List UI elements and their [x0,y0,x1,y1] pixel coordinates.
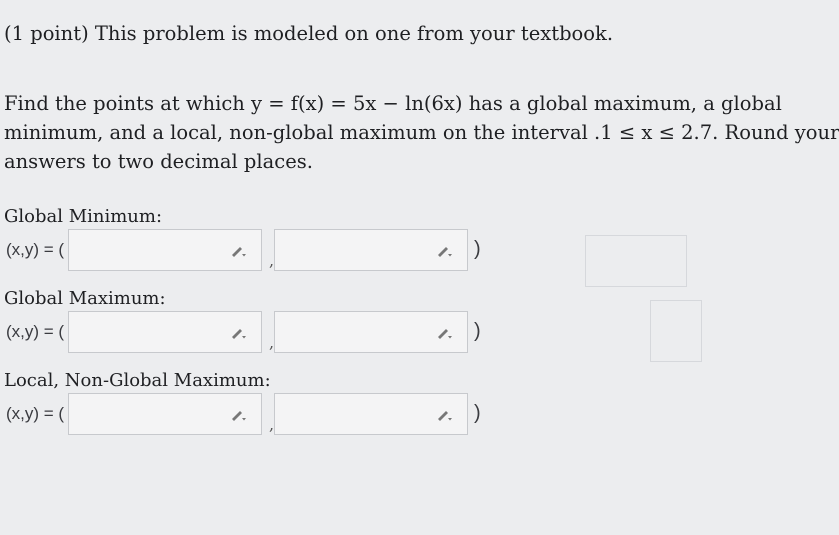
background-decoration [650,300,702,362]
close-paren: ) [474,238,481,260]
pencil-dropdown-icon[interactable] [231,326,247,340]
comma-separator: , [269,333,275,352]
pencil-dropdown-icon[interactable] [437,244,453,258]
problem-text-line-3: answers to two decimal places. [4,150,313,173]
pencil-dropdown-icon[interactable] [437,408,453,422]
background-decoration [585,235,687,287]
close-paren: ) [474,402,481,424]
global-maximum-label: Global Maximum: [4,288,166,309]
global-max-y-input[interactable] [274,311,468,353]
global-min-y-input[interactable] [274,229,468,271]
xy-prefix: (x,y) = ( [6,240,65,259]
local-max-x-input[interactable] [68,393,262,435]
comma-separator: , [269,251,275,270]
problem-header: (1 point) This problem is modeled on one from your textbook. [4,22,614,45]
pencil-dropdown-icon[interactable] [231,408,247,422]
pencil-dropdown-icon[interactable] [231,244,247,258]
global-min-x-input[interactable] [68,229,262,271]
local-nonglobal-maximum-label: Local, Non-Global Maximum: [4,370,271,391]
pencil-dropdown-icon[interactable] [437,326,453,340]
comma-separator: , [269,415,275,434]
global-max-x-input[interactable] [68,311,262,353]
global-minimum-label: Global Minimum: [4,206,163,227]
xy-prefix: (x,y) = ( [6,322,65,341]
close-paren: ) [474,320,481,342]
xy-prefix: (x,y) = ( [6,404,65,423]
problem-text-line-1: Find the points at which y = f(x) = 5x − ln(6x) has a global maximum, a global [4,92,782,115]
local-max-y-input[interactable] [274,393,468,435]
problem-text-line-2: minimum, and a local, non-global maximum on the interval .1 ≤ x ≤ 2.7. Round your [4,121,839,144]
